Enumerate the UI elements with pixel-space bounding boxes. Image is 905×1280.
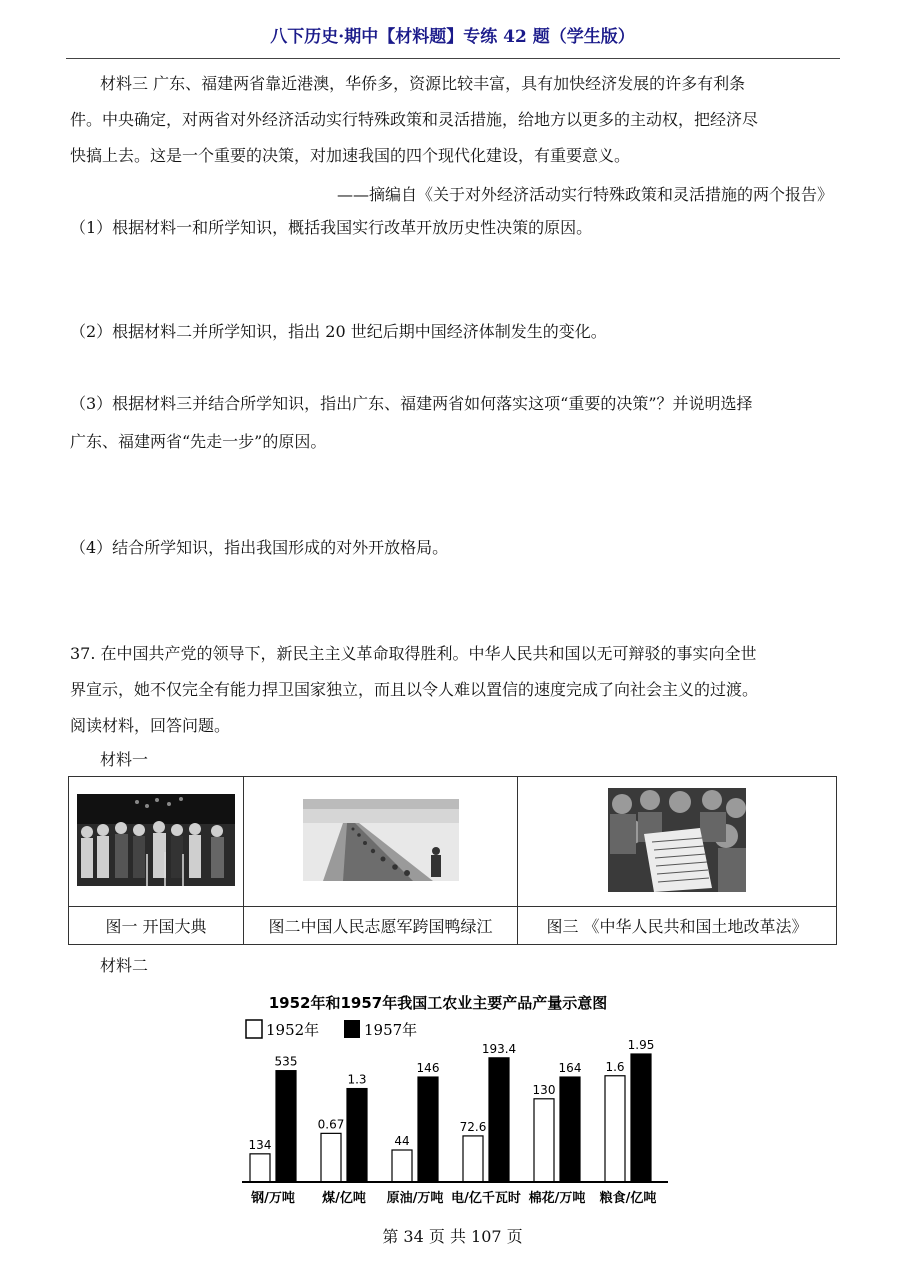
category-label-5: 粮食/亿吨 xyxy=(599,1191,657,1206)
question-3-line-1: （3）根据材料三并结合所学知识，指出广东、福建两省如何落实这项“重要的决策”？并说明选择 xyxy=(70,394,753,413)
bar-1957-1 xyxy=(347,1089,367,1182)
material3-line-2: 件。中央确定，对两省对外经济活动实行特殊政策和灵活措施，给地方以更多的主动权，把经济尽 xyxy=(70,110,759,129)
chart-bars xyxy=(249,1038,655,1182)
material2-label: 材料二 xyxy=(100,956,149,975)
bar-label-1957-0: 535 xyxy=(274,1054,298,1069)
chart-legend xyxy=(246,1020,417,1039)
bar-label-1957-4: 164 xyxy=(558,1061,582,1076)
production-bar-chart xyxy=(238,988,678,1210)
bar-1952-1 xyxy=(321,1133,341,1182)
question-1: （1）根据材料一和所学知识，概括我国实行改革开放历史性决策的原因。 xyxy=(70,218,593,237)
figure-2-caption: 图二中国人民志愿军跨国鸭绿江 xyxy=(244,907,518,945)
material3-source: ——摘编自《关于对外经济活动实行特殊政策和灵活措施的两个报告》 xyxy=(336,185,833,204)
bar-1952-2 xyxy=(392,1150,412,1182)
bar-1952-3 xyxy=(463,1136,483,1182)
bar-1952-5 xyxy=(605,1076,625,1182)
bar-1957-2 xyxy=(418,1077,438,1182)
figure-1-caption: 图一 开国大典 xyxy=(69,907,244,945)
category-label-3: 电/亿千瓦时 xyxy=(451,1191,521,1206)
bar-1957-5 xyxy=(631,1054,651,1182)
question-2: （2）根据材料二并所学知识，指出 20 世纪后期中国经济体制发生的变化。 xyxy=(70,322,607,341)
material3-line-1: 材料三 广东、福建两省靠近港澳，华侨多，资源比较丰富，具有加快经济发展的许多有利条 xyxy=(100,74,746,93)
material1-label: 材料一 xyxy=(100,750,149,769)
header-divider xyxy=(66,58,840,59)
page-footer: 第 34 页 共 107 页 xyxy=(382,1227,523,1246)
material3-line-3: 快搞上去。这是一个重要的决策，对加速我国的四个现代化建设，有重要意义。 xyxy=(70,146,631,165)
bridge-crossing-photo-icon xyxy=(303,799,459,881)
chart-category-labels xyxy=(250,1190,656,1206)
chart-title: 1952年和1957年我国工农业主要产品产量示意图 xyxy=(268,994,608,1012)
bar-label-1952-0: 134 xyxy=(248,1137,272,1152)
bar-label-1957-5: 1.95 xyxy=(627,1038,655,1052)
category-label-2: 原油/万吨 xyxy=(386,1191,444,1206)
ceremony-photo-icon xyxy=(77,794,235,886)
q37-line-3: 阅读材料，回答问题。 xyxy=(70,716,231,735)
bar-1957-3 xyxy=(489,1058,509,1182)
bar-label-1952-1: 0.67 xyxy=(317,1117,345,1132)
question-4: （4）结合所学知识，指出我国形成的对外开放格局。 xyxy=(70,538,449,557)
q37-line-2: 界宣示，她不仅完全有能力捍卫国家独立，而且以令人难以置信的速度完成了向社会主义的过渡。 xyxy=(70,680,759,699)
q37-line-1: 37. 在中国共产党的领导下，新民主主义革命取得胜利。中华人民共和国以无可辩驳的事实向全世 xyxy=(70,644,757,663)
bar-label-1957-2: 146 xyxy=(416,1061,440,1076)
bar-label-1952-4: 130 xyxy=(532,1082,556,1097)
legend-label-1952: 1952年 xyxy=(266,1021,320,1039)
bar-1957-4 xyxy=(560,1077,580,1182)
bar-label-1957-1: 1.3 xyxy=(347,1072,367,1087)
figure-3-cell xyxy=(518,777,837,907)
category-label-1: 煤/亿吨 xyxy=(322,1191,366,1206)
question-3-line-2: 广东、福建两省“先走一步”的原因。 xyxy=(70,432,327,451)
page-header: 八下历史·期中【材料题】专练 42 题（学生版） xyxy=(270,27,635,47)
legend-swatch-1952 xyxy=(246,1020,262,1038)
bar-label-1952-2: 44 xyxy=(394,1134,410,1148)
legend-label-1957: 1957年 xyxy=(364,1021,418,1039)
legend-swatch-1957 xyxy=(344,1020,360,1038)
category-label-4: 棉花/万吨 xyxy=(528,1191,586,1206)
figures-table xyxy=(68,776,837,945)
category-label-0: 钢/万吨 xyxy=(251,1191,295,1206)
figure-2-cell xyxy=(244,777,518,907)
newspaper-reading-photo-icon xyxy=(608,788,746,892)
figure-3-caption: 图三 《中华人民共和国土地改革法》 xyxy=(518,907,837,945)
bar-1952-0 xyxy=(250,1154,270,1182)
bar-label-1957-3: 193.4 xyxy=(481,1041,517,1056)
bar-label-1952-5: 1.6 xyxy=(605,1059,625,1074)
figure-1-cell xyxy=(69,777,244,907)
bar-1957-0 xyxy=(276,1071,296,1182)
bar-1952-4 xyxy=(534,1099,554,1182)
bar-label-1952-3: 72.6 xyxy=(459,1119,487,1134)
